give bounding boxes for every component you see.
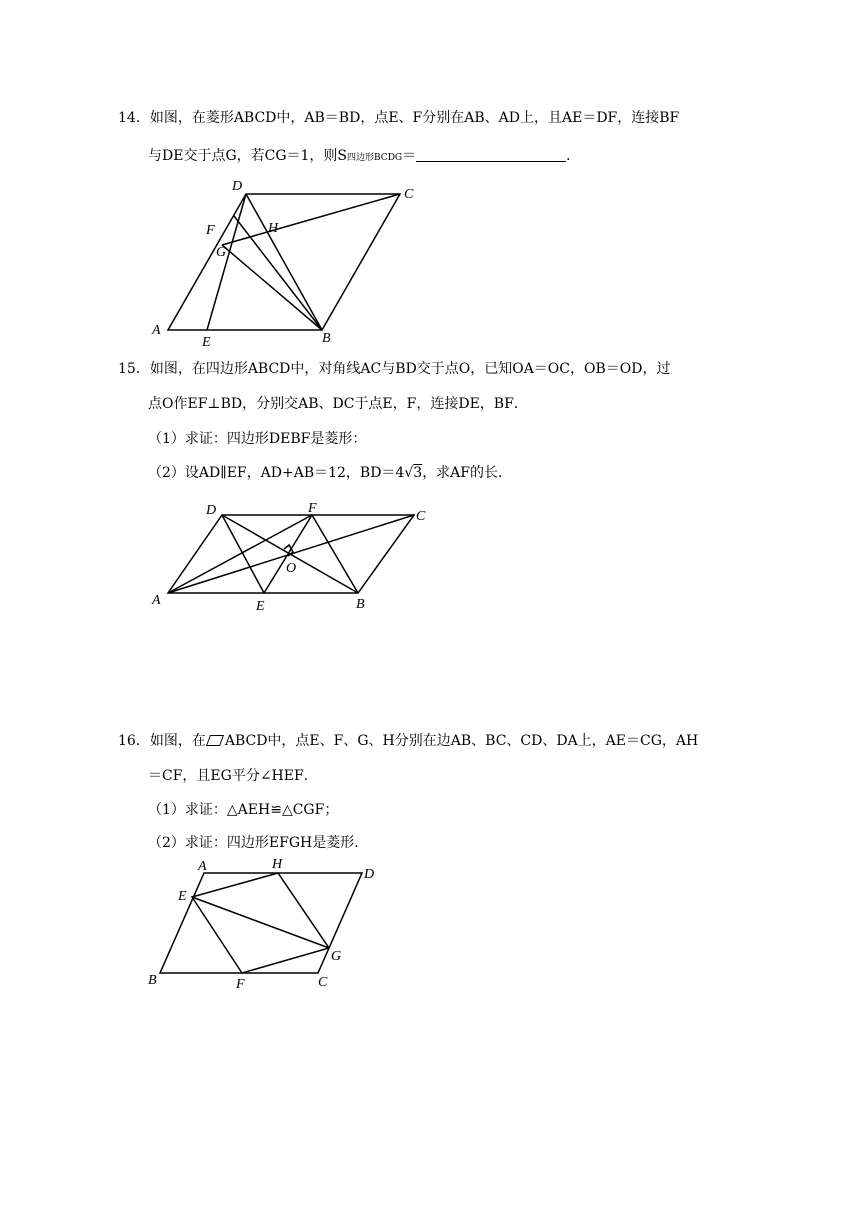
q15-line2: 点O作EF⊥BD，分别交AB、DC于点E，F，连接DE，BF．	[148, 396, 528, 412]
q15-label-a: A	[152, 593, 161, 608]
q16-label-e: E	[178, 889, 187, 904]
q14-segment-gb	[222, 245, 322, 330]
q16-line1-head: 16．如图，在	[118, 733, 206, 749]
q15-segment-ef	[264, 515, 312, 593]
q14-equals: ＝	[402, 148, 417, 164]
q14-label-c: C	[404, 187, 414, 202]
q14-line1: 14．如图，在菱形ABCD中，AB＝BD，点E、F分别在AB、AD上，且AE＝DF，连接BF	[118, 110, 680, 126]
q14-label-d: D	[232, 179, 243, 194]
q16-label-b: B	[148, 973, 157, 988]
parallelogram-icon	[206, 735, 224, 746]
q16-line2: ＝CF，且EG平分∠HEF．	[148, 768, 318, 784]
q14-segment-de	[207, 194, 246, 330]
q14-label-f: F	[206, 223, 215, 238]
q16-label-a: A	[198, 859, 207, 874]
q15-sqrt-value: 3	[413, 465, 423, 481]
q16-part1: （1）求证：△AEH≌△CGF；	[148, 802, 339, 818]
q15-label-o: O	[286, 561, 297, 576]
q15-label-c: C	[416, 509, 426, 524]
q14-period: ．	[566, 148, 581, 164]
q14-segment-cg	[222, 194, 400, 245]
q16-label-c: C	[318, 975, 328, 990]
q14-line2-text: 与DE交于点G，若CG＝1，则S	[148, 148, 348, 164]
q15-part1: （1）求证：四边形DEBF是菱形：	[148, 431, 367, 447]
q14-diagonal-bd	[246, 194, 322, 330]
q15-label-d: D	[206, 503, 217, 518]
q16-label-h: H	[272, 857, 283, 872]
q16-line1	[118, 731, 698, 751]
q15-line1: 15．如图，在四边形ABCD中，对角线AC与BD交于点O，已知OA＝OC，OB＝OD，过	[118, 361, 671, 377]
q14-label-g: G	[216, 245, 227, 260]
q16-part2: （2）求证：四边形EFGH是菱形．	[148, 835, 369, 851]
q14-label-e: E	[202, 335, 211, 350]
q16-label-d: D	[364, 867, 375, 882]
q15-label-e: E	[256, 599, 265, 614]
q15-segment-bf	[312, 515, 358, 593]
q15-sqrt-sign: √	[404, 465, 414, 481]
q14-area-subscript: 四边形BCDG	[347, 153, 403, 163]
q15-part2	[148, 463, 512, 483]
q15-part2-tail: ，求AF的长．	[422, 465, 513, 481]
q14-label-a: A	[152, 323, 161, 338]
q14-label-b: B	[322, 331, 331, 346]
q15-label-f: F	[308, 501, 317, 516]
q16-segment-eg	[192, 897, 329, 948]
q14-label-h: H	[268, 221, 279, 236]
q16-line1-tail: ABCD中，点E、F、G、H分别在边AB、BC、CD、DA上，AE＝CG，AH	[224, 733, 699, 749]
q16-label-g: G	[331, 949, 342, 964]
q16-label-f: F	[236, 977, 245, 992]
q15-part2-text: （2）设AD∥EF，AD+AB＝12，BD＝4	[148, 465, 405, 481]
q15-label-b: B	[356, 597, 365, 612]
